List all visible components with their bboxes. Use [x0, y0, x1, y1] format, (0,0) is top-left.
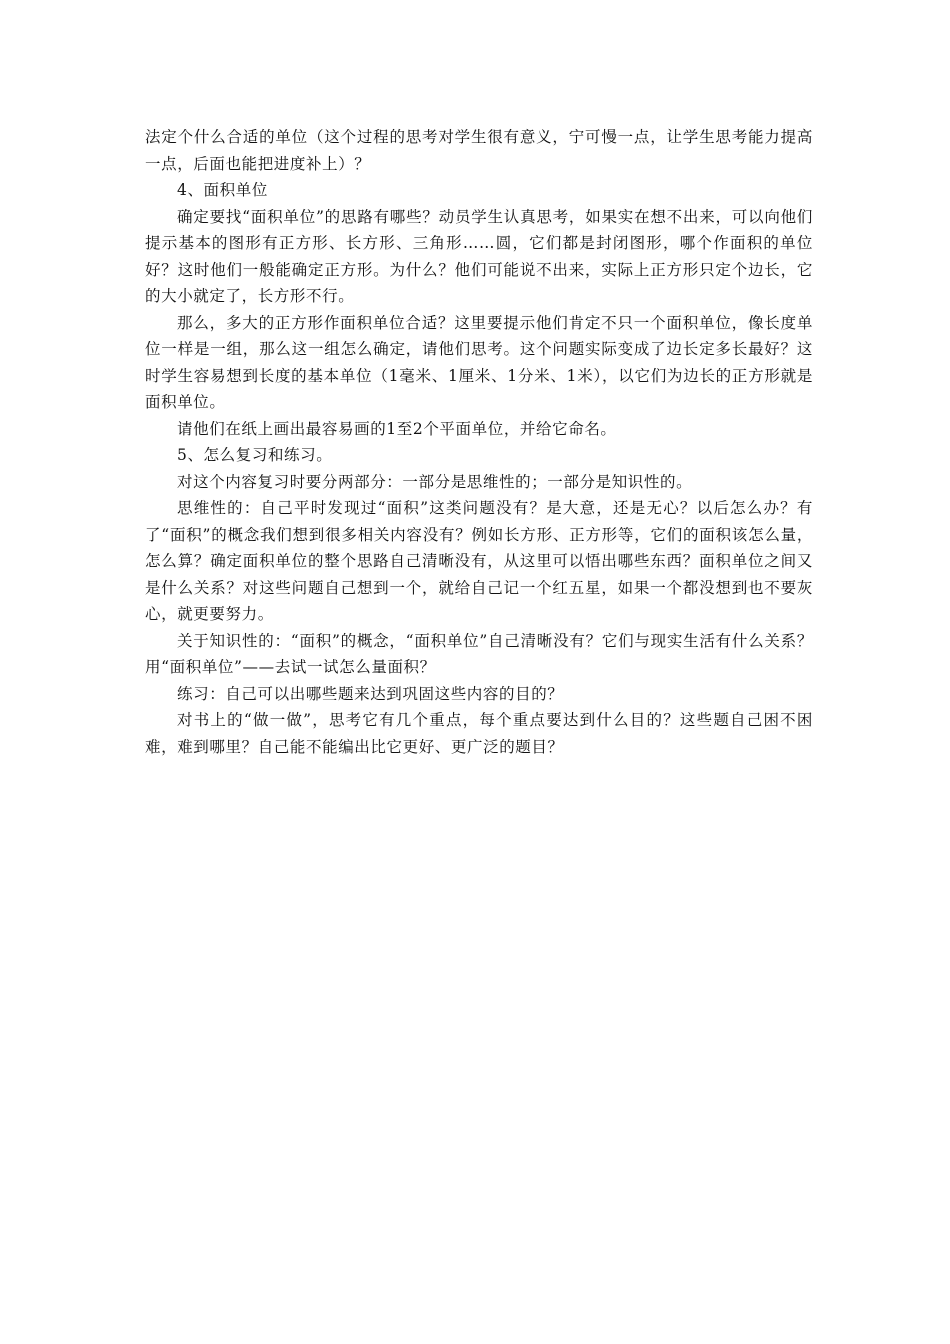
section-heading-area-unit: 4、面积单位: [177, 181, 268, 199]
paragraph: 请他们在纸上画出最容易画的1至2个平面单位，并给它命名。: [177, 419, 617, 438]
paragraph: 练习：自己可以出哪些题来达到巩固这些内容的目的？: [177, 684, 564, 703]
paragraph: 对这个内容复习时要分两部分：一部分是思维性的；一部分是知识性的。: [177, 472, 693, 491]
paragraph: 关于知识性的：“面积”的概念，“面积单位”自己清晰没有？它们与现实生活有什么关系？用“面积单位”——去试一试怎么量面积？: [145, 631, 813, 676]
paragraph: 确定要找“面积单位”的思路有哪些？动员学生认真思考，如果实在想不出来，可以向他们提示基本的图形有正方形、长方形、三角形……圆，它们都是封闭图形，哪个作面积的单位好？这时他们一般能确定正方形。为什么？他们可能说不出来，实际上正方形只定个边长，它的大小就定了，长方形不行。: [145, 207, 813, 305]
paragraph: 思维性的：自己平时发现过“面积”这类问题没有？是大意，还是无心？以后怎么办？有了“面积”的概念我们想到很多相关内容没有？例如长方形、正方形等，它们的面积该怎么量，怎么算？确定面积单位的整个思路自己清晰没有，从这里可以悟出哪些东西？面积单位之间又是什么关系？对这些问题自己想到一个，就给自己记一个红五星，如果一个都没想到也不要灰心，就更要努力。: [145, 499, 813, 623]
document-body: [145, 124, 813, 760]
paragraph: 对书上的“做一做”，思考它有几个重点，每个重点要达到什么目的？这些题自己困不困难，难到哪里？自己能不能编出比它更好、更广泛的题目？: [145, 711, 813, 756]
section-heading-review-practice: 5、怎么复习和练习。: [177, 446, 333, 464]
paragraph-continuation: 法定个什么合适的单位（这个过程的思考对学生很有意义，宁可慢一点，让学生思考能力提高一点，后面也能把进度补上）？: [145, 128, 813, 173]
paragraph: 那么，多大的正方形作面积单位合适？这里要提示他们肯定不只一个面积单位，像长度单位一样是一组，那么这一组怎么确定，请他们思考。这个问题实际变成了边长定多长最好？这时学生容易想到长度的基本单位（1毫米、1厘米、1分米、1米），以它们为边长的正方形就是面积单位。: [145, 313, 813, 411]
